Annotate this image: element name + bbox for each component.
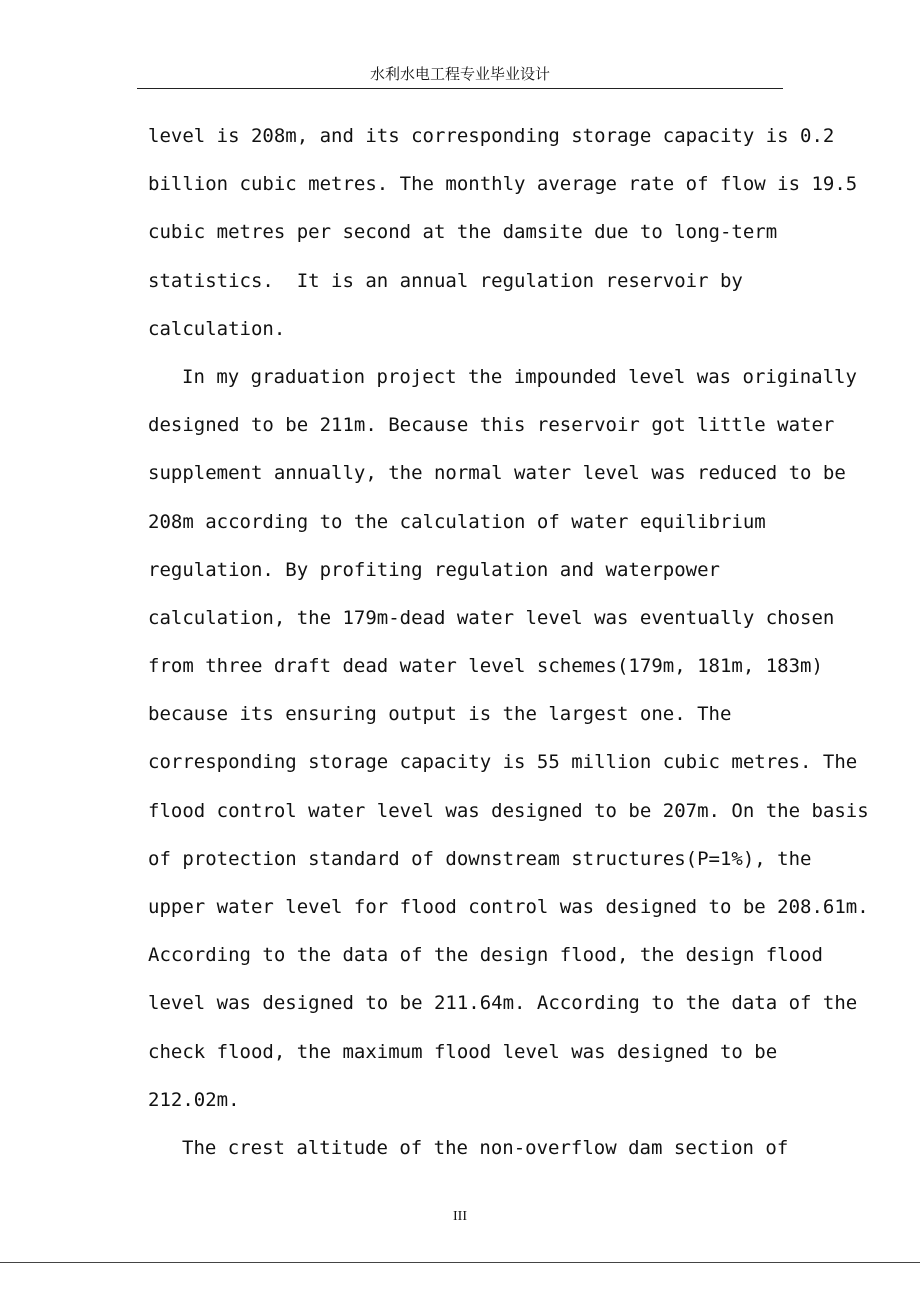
text-line: calculation. bbox=[148, 317, 286, 340]
text-line: upper water level for flood control was designed to be 208.61m. bbox=[148, 896, 869, 918]
text-line: check flood, the maximum flood level was designed to be bbox=[148, 1040, 778, 1063]
text-line: because its ensuring output is the largest one. The bbox=[148, 703, 732, 726]
text-line: corresponding storage capacity is 55 million cubic metres. The bbox=[148, 751, 858, 774]
text-line: calculation, the 179m-dead water level was eventually chosen bbox=[148, 606, 835, 629]
text-line: of protection standard of downstream structures(P=1%), the bbox=[148, 847, 812, 870]
text-line: level was designed to be 211.64m. According to the data of the bbox=[148, 992, 858, 1015]
page-header: 水利水电工程专业毕业设计 bbox=[369, 65, 550, 83]
text-line: supplement annually, the normal water level was reduced to be bbox=[148, 462, 846, 485]
text-line: level is 208m, and its corresponding storage capacity is 0.2 bbox=[148, 125, 835, 147]
text-line: 208m according to the calculation of water equilibrium bbox=[148, 510, 766, 533]
text-line: According to the data of the design flood, the design flood bbox=[148, 944, 823, 967]
text-line: regulation. By profiting regulation and waterpower bbox=[148, 558, 720, 581]
paragraph-start-line: In my graduation project the impounded level was originally bbox=[182, 365, 857, 388]
footer-rule bbox=[0, 1262, 920, 1263]
text-line: statistics. It is an annual regulation reservoir by bbox=[148, 269, 743, 292]
text-line: 212.02m. bbox=[148, 1088, 240, 1111]
text-line: designed to be 211m. Because this reservoir got little water bbox=[148, 414, 835, 437]
text-line: billion cubic metres. The monthly average rate of flow is 19.5 bbox=[148, 173, 858, 196]
header-rule bbox=[137, 88, 783, 89]
text-line: flood control water level was designed to be 207m. On the basis bbox=[148, 799, 869, 822]
body-text bbox=[148, 112, 869, 1172]
text-line: cubic metres per second at the damsite due to long-term bbox=[148, 221, 778, 244]
paragraph-start-line: The crest altitude of the non-overflow dam section of bbox=[182, 1136, 789, 1159]
page-number: III bbox=[453, 1209, 467, 1224]
text-line: from three draft dead water level schemes(179m, 181m, 183m) bbox=[148, 655, 823, 678]
